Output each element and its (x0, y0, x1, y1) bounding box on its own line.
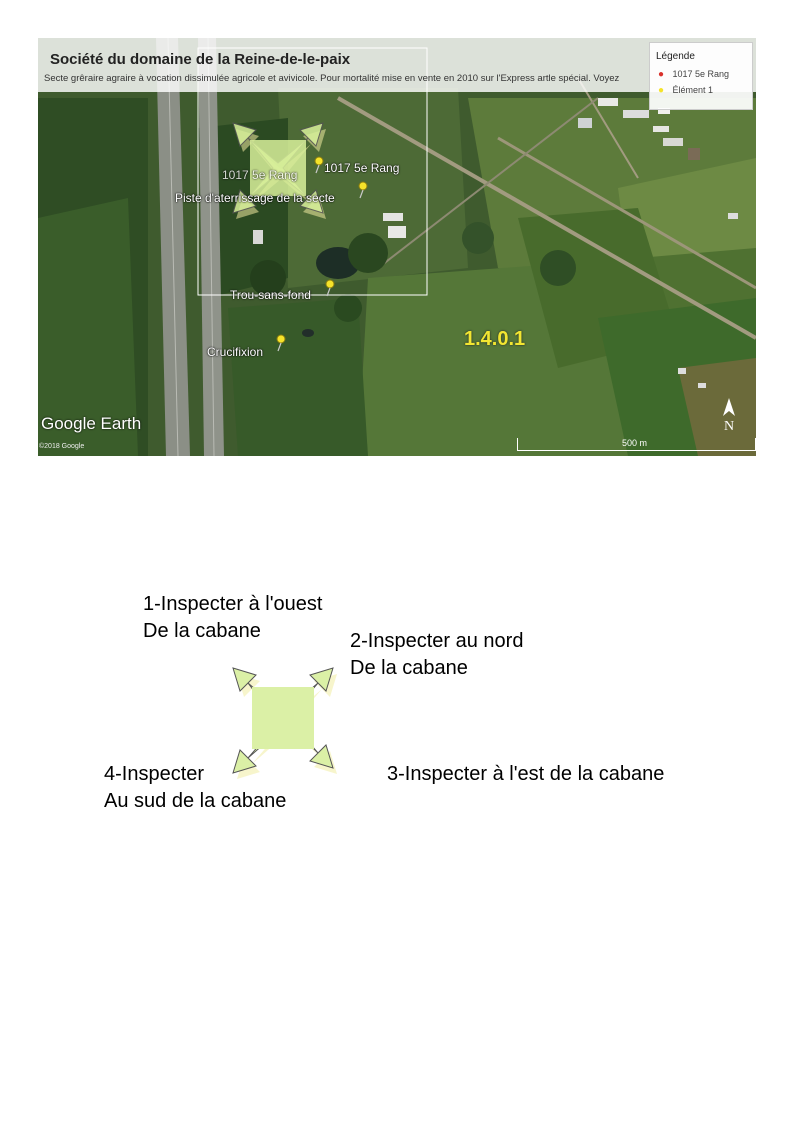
scale-label: 500 m (622, 438, 648, 448)
instruction-line: 1-Inspecter à l'ouest (143, 593, 323, 615)
map-label-crucifixion[interactable]: Crucifixion (207, 345, 264, 359)
north-arrow (721, 398, 737, 435)
legend-heading: Légende (656, 51, 695, 62)
instruction-line: 4-Inspecter (104, 763, 205, 785)
cabin-inspection-shape (228, 663, 344, 781)
instruction-line: De la cabane (350, 657, 468, 679)
map-legend[interactable] (649, 42, 753, 110)
map-label-piste[interactable]: Piste d'aterrissage de la secte (175, 191, 335, 205)
map-copyright: ©2018 Google (39, 443, 85, 450)
yellow-pushpin-icon (326, 280, 334, 296)
red-pin-icon: ● (658, 69, 665, 80)
instruction-north (350, 628, 523, 682)
google-earth-logo: Google Earth (41, 414, 142, 433)
scale-bar (517, 438, 756, 451)
yellow-pushpin-icon (315, 157, 323, 173)
legend-item-address[interactable] (658, 69, 729, 80)
yellow-pushpin-icon (359, 182, 367, 198)
instruction-east (387, 761, 664, 788)
map-description: Secte grêraire agraire à vocation dissimulée agricole et avivicole. Pour mortalité mise en vente en 2010 sur l'Express artle spécial. Voyez (44, 73, 620, 84)
legend-item-element[interactable] (658, 85, 713, 96)
legend-item-label: Élément 1 (672, 85, 714, 95)
instruction-line: 3-Inspecter à l'est de la cabane (387, 763, 665, 785)
instruction-line: 2-Inspecter au nord (350, 630, 524, 652)
instruction-west (143, 591, 322, 645)
yellow-pushpin-icon: ● (658, 85, 665, 96)
satellite-map[interactable] (38, 38, 756, 456)
north-label: N (723, 419, 735, 434)
map-code-label: 1.4.0.1 (464, 328, 526, 350)
map-title: Société du domaine de la Reine-de-le-paix (50, 51, 351, 68)
map-label-overlay-address[interactable]: 1017 5e Rang (222, 168, 298, 182)
north-arrow-icon (721, 398, 737, 418)
map-label-address[interactable]: 1017 5e Rang (324, 161, 400, 175)
yellow-pushpin-icon (277, 335, 285, 351)
legend-item-label: 1017 5e Rang (672, 69, 730, 79)
instruction-line: Au sud de la cabane (104, 790, 287, 812)
map-label-trou[interactable]: Trou-sans-fond (230, 288, 311, 302)
instruction-line: De la cabane (143, 620, 261, 642)
